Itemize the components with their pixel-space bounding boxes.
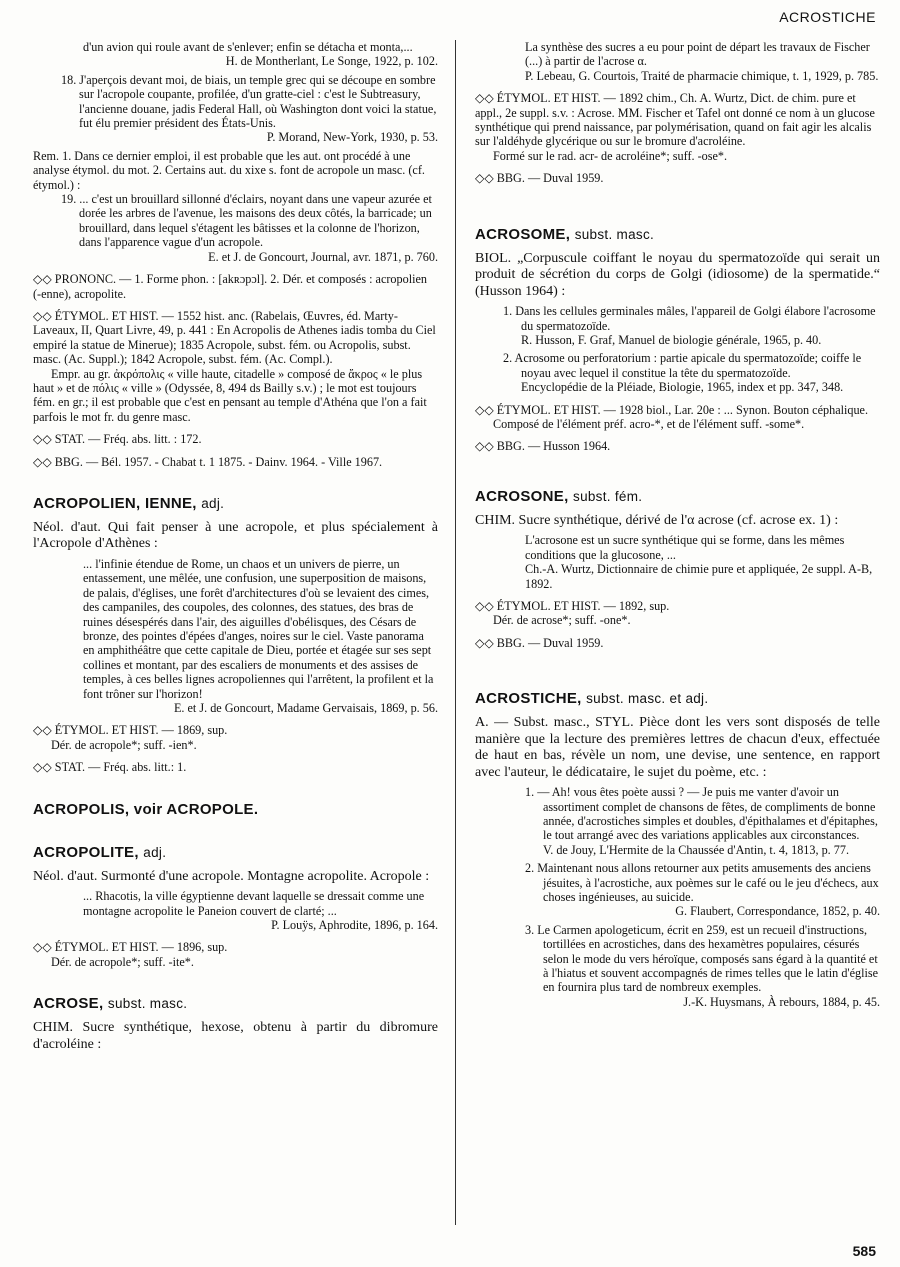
quote-source: P. Lebeau, G. Courtois, Traité de pharmacie chimique, t. 1, 1929, p. 785.: [525, 68, 879, 83]
etymology: ◇◇ ÉTYMOL. ET HIST. — 1869, sup.: [33, 723, 228, 738]
running-head: ACROSTICHE: [779, 9, 876, 25]
right-column: [475, 40, 880, 1009]
etymology-detail: Dér. de acrose*; suff. -one*.: [493, 613, 631, 628]
headword-acropolite: [33, 844, 438, 861]
quote-source: P. Morand, New-York, 1930, p. 53.: [266, 130, 438, 145]
etymology-detail: Dér. de acropole*; suff. -ite*.: [51, 954, 194, 969]
quote-1: 1. Dans les cellules germinales mâles, l'appareil de Golgi élabore l'acrosome du spermatozoïde.: [503, 304, 876, 333]
etymology: ◇◇ ÉTYMOL. ET HIST. — 1896, sup.: [33, 940, 228, 955]
bibliography: ◇◇ BBG. — Husson 1964.: [475, 439, 611, 454]
quote-source: V. de Jouy, L'Hermite de la Chaussée d'Antin, t. 4, 1813, p. 77.: [543, 842, 849, 857]
quote: ... Rhacotis, la ville égyptienne devant laquelle se dressait comme une montagne acropolite le Paneion couvert de clarté; ...: [83, 889, 425, 918]
quote-2: 2. Maintenant nous allons retourner aux petits amusements des anciens jésuites, à l'acrostiche, aux poèmes sur le café ou le jeu d'échecs, aux choses ingénieuses, au suicide.: [525, 861, 879, 904]
column-divider: [455, 40, 456, 1225]
quote-source: E. et J. de Goncourt, Madame Gervaisais, 1869, p. 56.: [173, 701, 438, 716]
etymology: ◇◇ ÉTYMOL. ET HIST. — 1892 chim., Ch. A. Wurtz, Dict. de chim. pure et appl., 2e suppl. s.v. : Acrose. MM. Fischer et Tafel ont donné ce nom à un glucose synthétique qui prend naissance, par polymérisation, quand on fait agir les alcalis sur l'aldéhyde glycérique ou sur le bromure d'acroléine.: [475, 91, 875, 149]
quote-18: 18. J'aperçois devant moi, de biais, un temple grec qui se découpe en sombre sur l'acropole coupante, profilée, d'un gratte-ciel : c'est le Subtreasury, l'ancienne douane, jadis Federal Hall, où Washington dont voici la statue, fut élu premier président des États-Unis.: [61, 72, 437, 131]
definition: A. — Subst. masc., STYL. Pièce dont les vers sont disposés de telle manière que la lecture des premières lettres de chacun d'eux, effectuée de haut en bas, révèle un nom, une devise, une sentence, en rapport avec l'auteur, le dédicataire, le sujet du poème, etc. :: [475, 715, 880, 780]
quote-source: Encyclopédie de la Pléiade, Biologie, 1965, index et pp. 347, 348.: [521, 380, 844, 395]
grammar-label: adj.: [143, 844, 167, 860]
definition: CHIM. Sucre synthétique, hexose, obtenu à partir du dibromure d'acroléine :: [33, 1020, 438, 1052]
grammar-label: subst. fém.: [573, 488, 643, 504]
headword-text: ACROPOLIS, voir ACROPOLE.: [33, 800, 259, 818]
etymology-detail: Formé sur le rad. acr- de acroléine*; suff. -ose*.: [493, 148, 728, 163]
grammar-label: subst. masc.: [107, 996, 188, 1012]
grammar-label: adj.: [201, 495, 225, 511]
headword-acrostiche: [475, 690, 880, 707]
bibliography: ◇◇ BBG. — Duval 1959.: [475, 171, 604, 186]
quote-source: P. Louÿs, Aphrodite, 1896, p. 164.: [271, 917, 438, 932]
quote-source: Ch.-A. Wurtz, Dictionnaire de chimie pure et appliquée, 2e suppl. A-B, 1892.: [525, 562, 873, 591]
headword-acrosome: [475, 226, 880, 243]
quote-source: J.-K. Huysmans, À rebours, 1884, p. 45.: [683, 994, 880, 1009]
headword-text: ACROSE,: [33, 995, 104, 1013]
etymology: ◇◇ ÉTYMOL. ET HIST. — 1928 biol., Lar. 20e : ... Synon. Bouton céphalique.: [475, 402, 869, 417]
headword-acrosone: [475, 488, 880, 505]
bibliography: ◇◇ BBG. — Bél. 1957. - Chabat t. 1 1875. - Dainv. 1964. - Ville 1967.: [33, 454, 383, 469]
quote-1: 1. — Ah! vous êtes poète aussi ? — Je puis me vanter d'avoir un assortiment complet de chansons de fêtes, de compliments de bonne année, d'acrostiches simples et doubles, d'épithalames et d'épitaphes, le tout arrangé avec des variations applicables aux circonstances.: [525, 785, 878, 843]
definition: BIOL. „Corpuscule coiffant le noyau du spermatozoïde qui serait un produit de sécrétion du corps de Golgi (idiosome) de la spermatide.“ (Husson 1964) :: [475, 250, 880, 299]
etymology: ◇◇ ÉTYMOL. ET HIST. — 1892, sup.: [475, 598, 670, 613]
pronunciation: ◇◇ PRONONC. — 1. Forme phon. : [akʀɔpɔl]. 2. Dér. et composés : acropolien (-enne), acropolite.: [33, 272, 427, 301]
headword-acropolien: [33, 495, 438, 512]
quote-source: H. de Montherlant, Le Songe, 1922, p. 102.: [225, 54, 438, 69]
quote-source: R. Husson, F. Graf, Manuel de biologie générale, 1965, p. 40.: [521, 332, 822, 347]
etymology-detail: Dér. de acropole*; suff. -ien*.: [51, 737, 197, 752]
statistics: ◇◇ STAT. — Fréq. abs. litt. : 172.: [33, 432, 202, 447]
definition: CHIM. Sucre synthétique, dérivé de l'α acrose (cf. acrose ex. 1) :: [475, 512, 839, 528]
bibliography: ◇◇ BBG. — Duval 1959.: [475, 635, 604, 650]
headword-acrose: [33, 995, 438, 1012]
quote-continuation: d'un avion qui roule avant de s'enlever; enfin se détacha et monta,...: [83, 40, 413, 54]
definition: Néol. d'aut. Surmonté d'une acropole. Montagne acropolite. Acropole :: [33, 868, 430, 884]
grammar-label: subst. masc.: [574, 226, 655, 242]
definition: Néol. d'aut. Qui fait penser à une acropole, et plus spécialement à l'Acropole d'Athènes :: [33, 519, 438, 552]
quote-source: G. Flaubert, Correspondance, 1852, p. 40.: [675, 904, 880, 919]
headword-text: ACROPOLIEN, IENNE,: [33, 494, 197, 512]
headword-text: ACROSONE,: [475, 487, 569, 505]
etymology-detail: Composé de l'élément préf. acro-*, et de l'élément suff. -some*.: [493, 417, 805, 431]
page-number: 585: [852, 1243, 876, 1259]
quote-19: 19. ... c'est un brouillard sillonné d'éclairs, noyant dans une vapeur azurée et dorée les arbres de l'avenue, les maisons des deux côtés, la barricade; un brouillard, dans lequel s'étagent les bâtisses et la colonne de l'horizon, dans l'apparence vague d'un acropole.: [61, 192, 432, 250]
etymology: ◇◇ ÉTYMOL. ET HIST. — 1552 hist. anc. (Rabelais, Œuvres, éd. Marty-Laveaux, II, Quart Livre, 49, p. 441 : En Acropolis de Athenes iadis tomba du Ciel empiré la statue de Minerue); 1835 Acropole, subst. fém. ou Acropolis, subst. masc. (Ac. Suppl.); 1842 Acropole, subst. fém. (Ac. Compl.).: [33, 308, 436, 367]
quote-source: E. et J. de Goncourt, Journal, avr. 1871, p. 760.: [208, 249, 438, 264]
remark: Rem. 1. Dans ce dernier emploi, il est probable que les aut. ont procédé à une analyse étymol. du mot. 2. Certains aut. du xixe s. font de acropole un masc. (cf. étymol.) :: [33, 148, 425, 192]
headword-text: ACROSOME,: [475, 225, 571, 243]
statistics: ◇◇ STAT. — Fréq. abs. litt.: 1.: [33, 760, 187, 775]
quote-3: 3. Le Carmen apologeticum, écrit en 259, est un recueil d'instructions, tortillées en acrostiches, dans des hexamètres populaires, césurés selon le mode du vers héroïque, composés sans égard à la quantité et à l'hiatus et souvent accompagnés de rimes telles que le latin d'église en fournira plus tard de nombreux exemples.: [525, 922, 879, 995]
etymology-detail: Empr. au gr. ἀκρόπολις « ville haute, citadelle » composé de ἄκρος « le plus haut » et de πόλις « ville » (Odyssée, 8, 494 ds Bailly s.v.) ; le mot est toujours fém. en gr.; il est probable que c'est en pensant au temple d'Athéna que l'on a fait parfois le mot fr. du genre masc.: [33, 366, 427, 424]
headword-text: ACROPOLITE,: [33, 843, 139, 861]
headword-acropolis: [33, 801, 438, 818]
quote: ... l'infinie étendue de Rome, un chaos et un univers de pierre, un entassement, une mêlée, une confusion, une superposition de maisons, de palais, d'églises, une forêt d'architectures d'où se levaient des cimes, des campaniles, des coupoles, des colonnes, des statues, des bras de ruines désespérés dans l'air, des aiguilles d'obélisques, des Césars de bronze, des pointes d'épées d'anges, noires sur le ciel. Vaste panorama en amphithéâtre que cette capitale de Dieu, portée et étagée sur ses sept collines et montant, par des escaliers de monuments et des assises de temples, à ces belles lignes acropoliennes qui l'arrêtent, la profilent et la font trôner sur l'horizon!: [83, 556, 434, 701]
quote-2: 2. Acrosome ou perforatorium : partie apicale du spermatozoïde; coiffe le noyau avec lequel il constitue la tête du spermatozoïde.: [503, 351, 862, 380]
quote: La synthèse des sucres a eu pour point de départ les travaux de Fischer (...) à partir de l'acrose α.: [525, 40, 870, 69]
quote: L'acrosone est un sucre synthétique qui se forme, dans les mêmes conditions que la glucosone, ...: [525, 533, 845, 562]
grammar-label: subst. masc. et adj.: [586, 691, 709, 707]
left-column: [33, 40, 438, 1053]
headword-text: ACROSTICHE,: [475, 690, 582, 708]
